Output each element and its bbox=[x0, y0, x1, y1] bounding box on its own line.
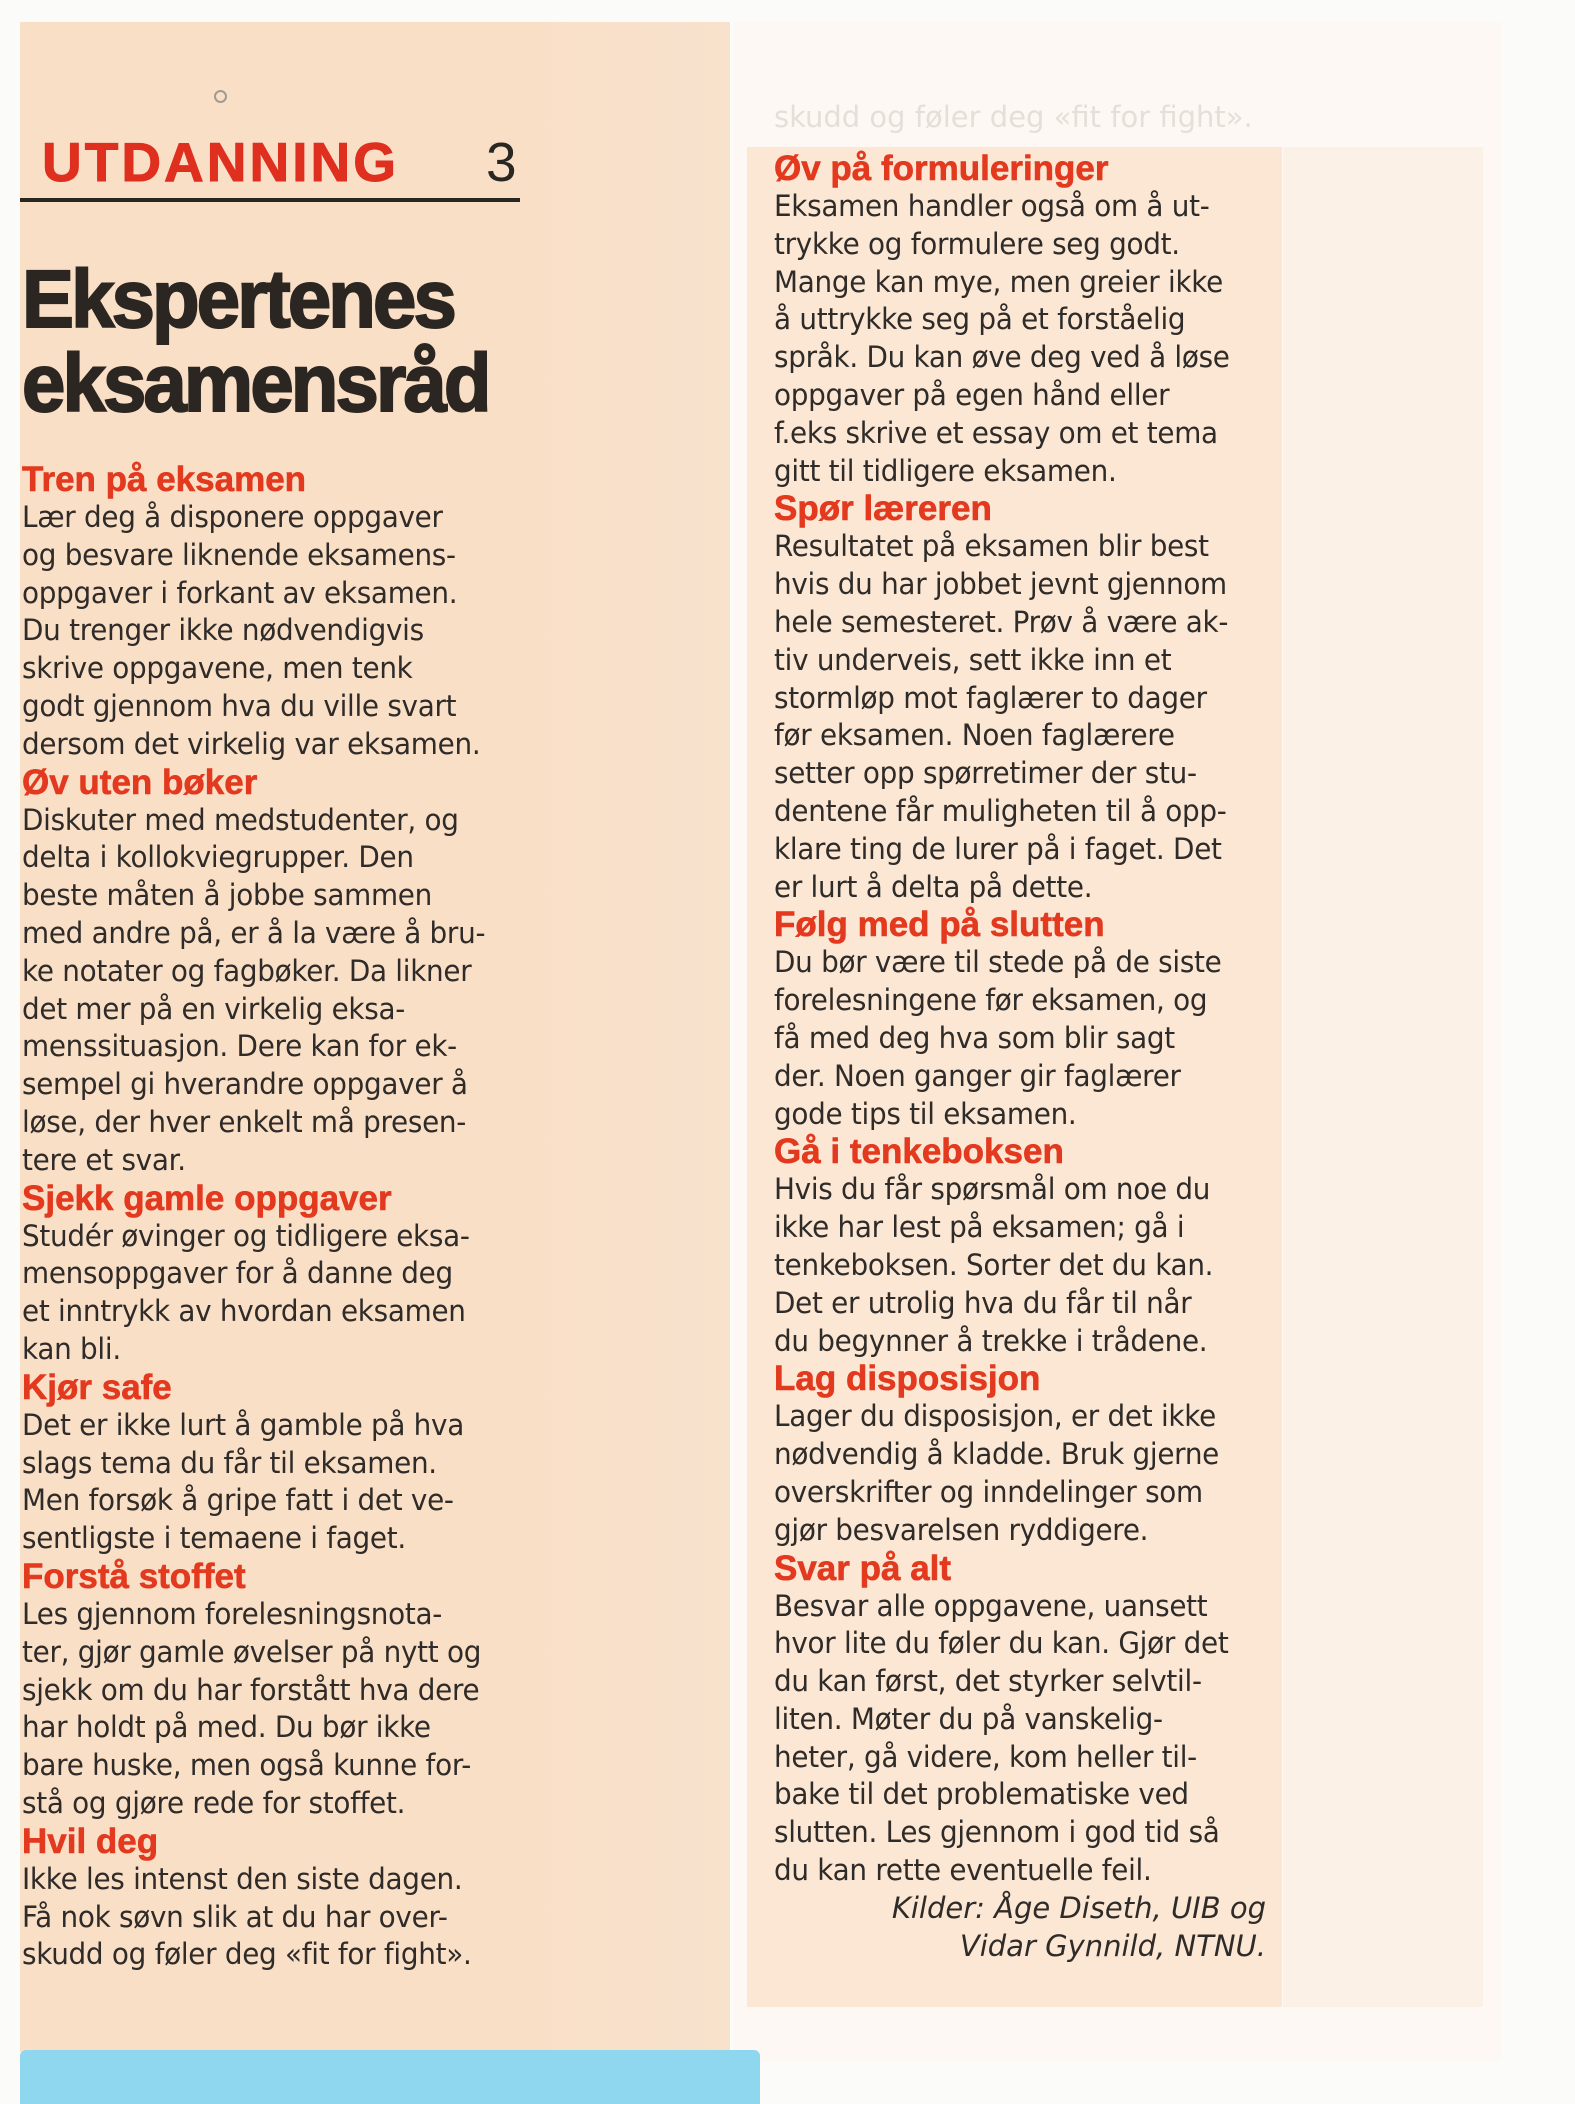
tip-text-line: få med deg hva som blir sagt bbox=[774, 1020, 1175, 1055]
tip-block bbox=[774, 906, 1274, 1133]
tip-text-line: kan bli. bbox=[22, 1331, 121, 1366]
tip-block bbox=[774, 1133, 1274, 1360]
tip-text-line: skrive oppgavene, men tenk bbox=[22, 651, 413, 686]
tip-text-line: heter, gå videre, kom heller til- bbox=[774, 1739, 1197, 1774]
tip-text-line: tere et svar. bbox=[22, 1142, 186, 1177]
tip-block bbox=[774, 490, 1274, 906]
tip-text-line: Eksamen handler også om å ut- bbox=[774, 189, 1210, 223]
tip-text-line: stormløp mot faglærer to dager bbox=[774, 680, 1207, 715]
left-clipping-shade bbox=[530, 22, 730, 2052]
tip-title: Lag disposisjon bbox=[774, 1359, 1041, 1399]
tip-text-line: Du trenger ikke nødvendigvis bbox=[22, 613, 424, 648]
tip-title: Øv på formuleringer bbox=[774, 149, 1109, 188]
tip-block bbox=[22, 1369, 522, 1558]
tip-title: Tren på eksamen bbox=[22, 460, 307, 499]
tip-text-line: er lurt å delta på dette. bbox=[774, 869, 1093, 904]
tip-text-line: før eksamen. Noen faglærere bbox=[774, 718, 1175, 753]
tip-text-line: mensoppgaver for å danne deg bbox=[22, 1256, 453, 1291]
tip-text-line: Hvis du får spørsmål om noe du bbox=[774, 1172, 1211, 1207]
tip-text-line: nødvendig å kladde. Bruk gjerne bbox=[774, 1437, 1220, 1472]
tip-title: Hvil deg bbox=[22, 1821, 159, 1861]
tip-text-line: Du bør være til stede på de siste bbox=[774, 945, 1222, 980]
tip-text-line: ke notater og fagbøker. Da likner bbox=[22, 953, 472, 988]
tip-text-line: og besvare liknende eksamens- bbox=[22, 537, 456, 572]
tip-text-line: å uttrykke seg på et forståelig bbox=[774, 302, 1186, 337]
tip-text-line: Lær deg å disponere oppgaver bbox=[22, 500, 443, 534]
tip-text-line: du kan først, det styrker selvtil- bbox=[774, 1664, 1202, 1699]
tip-text-line: sentligste i temaene i faget. bbox=[22, 1521, 406, 1556]
tip-text-line: menssituasjon. Dere kan for ek- bbox=[22, 1029, 457, 1064]
tip-title: Forstå stoffet bbox=[22, 1556, 246, 1596]
tip-title: Gå i tenkeboksen bbox=[774, 1132, 1064, 1172]
left-column bbox=[22, 461, 522, 1974]
tip-text-line: beste måten å jobbe sammen bbox=[22, 878, 433, 913]
tip-block bbox=[774, 1550, 1274, 1890]
tip-block bbox=[22, 764, 522, 1180]
tip-text-line: Studér øvinger og tidligere eksa- bbox=[22, 1218, 470, 1253]
tip-text-line: med andre på, er å la være å bru- bbox=[22, 915, 486, 950]
tip-text-line: trykke og formulere seg godt. bbox=[774, 226, 1180, 261]
tip-text-line: Det er utrolig hva du får til når bbox=[774, 1285, 1192, 1320]
tip-text-line: dentene får muligheten til å opp- bbox=[774, 793, 1227, 828]
tip-text-line: sjekk om du har forstått hva dere bbox=[22, 1672, 480, 1707]
source-line: Vidar Gynnild, NTNU. bbox=[959, 1928, 1266, 1963]
tip-text-line: stå og gjøre rede for stoffet. bbox=[22, 1785, 406, 1820]
blue-bottom-bar bbox=[20, 2050, 760, 2104]
tip-title: Øv uten bøker bbox=[22, 762, 258, 802]
tip-text-line: forelesningene før eksamen, og bbox=[774, 983, 1208, 1018]
tip-text-line: skudd og føler deg «fit for fight». bbox=[22, 1937, 472, 1972]
faded-overlap-text: skudd og føler deg «fit for fight». bbox=[774, 100, 1253, 134]
tip-title: Sjekk gamle oppgaver bbox=[22, 1178, 392, 1218]
tip-text-line: Besvar alle oppgavene, uansett bbox=[774, 1588, 1208, 1623]
page-number: 3 bbox=[486, 131, 517, 193]
tip-text-line: Få nok søvn slik at du har over- bbox=[22, 1899, 448, 1934]
tip-text-line: oppgaver i forkant av eksamen. bbox=[22, 575, 458, 610]
tip-text-line: Resultatet på eksamen blir best bbox=[774, 529, 1209, 564]
tip-text-line: Les gjennom forelesningsnota- bbox=[22, 1596, 443, 1631]
tip-block bbox=[22, 1180, 522, 1369]
tip-text-line: slutten. Les gjennom i god tid så bbox=[774, 1815, 1220, 1850]
tip-text-line: det mer på en virkelig eksa- bbox=[22, 991, 406, 1026]
tip-text-line: dersom det virkelig var eksamen. bbox=[22, 726, 481, 761]
tip-text-line: godt gjennom hva du ville svart bbox=[22, 688, 457, 723]
source-line: Kilder: Åge Diseth, UIB og bbox=[891, 1890, 1266, 1925]
tip-text-line: gode tips til eksamen. bbox=[774, 1096, 1077, 1131]
tip-text-line: ikke har lest på eksamen; gå i bbox=[774, 1210, 1185, 1245]
tip-block bbox=[774, 150, 1274, 490]
tip-text-line: f.eks skrive et essay om et tema bbox=[774, 415, 1218, 450]
tip-title: Kjør safe bbox=[22, 1367, 172, 1407]
tip-text-line: der. Noen ganger gir faglærer bbox=[774, 1058, 1181, 1093]
tip-block bbox=[774, 1360, 1274, 1549]
tip-text-line: tenkeboksen. Sorter det du kan. bbox=[774, 1247, 1214, 1282]
tip-text-line: språk. Du kan øve deg ved å løse bbox=[774, 340, 1230, 375]
tip-title: Svar på alt bbox=[774, 1548, 952, 1588]
right-column bbox=[774, 150, 1274, 1965]
headline-line: eksamensråd bbox=[22, 338, 489, 429]
tip-text-line: overskrifter og inndelinger som bbox=[774, 1474, 1203, 1509]
section-header bbox=[20, 126, 520, 202]
tip-text-line: hvis du har jobbet jevnt gjennom bbox=[774, 567, 1227, 602]
headline-line: Ekspertenes bbox=[22, 254, 454, 345]
tip-title: Spør læreren bbox=[774, 489, 992, 529]
tip-text-line: har holdt på med. Du bør ikke bbox=[22, 1710, 431, 1745]
tip-text-line: Lager du disposisjon, er det ikke bbox=[774, 1399, 1216, 1434]
tip-text-line: du kan rette eventuelle feil. bbox=[774, 1853, 1152, 1888]
tip-title: Følg med på slutten bbox=[774, 905, 1105, 945]
tip-text-line: gitt til tidligere eksamen. bbox=[774, 453, 1117, 488]
tip-text-line: du begynner å trekke i trådene. bbox=[774, 1323, 1208, 1358]
tip-text-line: Men forsøk å gripe fatt i det ve- bbox=[22, 1483, 454, 1518]
tip-text-line: klare ting de lurer på i faget. Det bbox=[774, 831, 1222, 866]
tip-block bbox=[22, 461, 522, 764]
tip-text-line: setter opp spørretimer der stu- bbox=[774, 756, 1197, 791]
tip-text-line: gjør besvarelsen ryddigere. bbox=[774, 1512, 1149, 1547]
tip-text-line: Ikke les intenst den siste dagen. bbox=[22, 1861, 463, 1896]
tip-text-line: Diskuter med medstudenter, og bbox=[22, 802, 459, 837]
tip-text-line: slags tema du får til eksamen. bbox=[22, 1445, 437, 1480]
tip-text-line: delta i kollokviegrupper. Den bbox=[22, 840, 414, 875]
tip-text-line: hvor lite du føler du kan. Gjør det bbox=[774, 1626, 1229, 1661]
tip-text-line: Det er ikke lurt å gamble på hva bbox=[22, 1407, 465, 1442]
punch-hole bbox=[214, 90, 227, 103]
tip-text-line: sempel gi hverandre oppgaver å bbox=[22, 1067, 468, 1102]
tip-text-line: et inntrykk av hvordan eksamen bbox=[22, 1294, 466, 1329]
tip-text-line: bake til det problematiske ved bbox=[774, 1777, 1189, 1812]
tip-block bbox=[22, 1558, 522, 1823]
headline bbox=[22, 254, 516, 429]
tip-text-line: oppgaver på egen hånd eller bbox=[774, 377, 1170, 412]
tip-text-line: bare huske, men også kunne for- bbox=[22, 1748, 471, 1783]
right-clipping-margin bbox=[1283, 147, 1483, 2007]
tip-text-line: Mange kan mye, men greier ikke bbox=[774, 264, 1223, 299]
tip-text-line: løse, der hver enkelt må presen- bbox=[22, 1104, 467, 1139]
tip-text-line: tiv underveis, sett ikke inn et bbox=[774, 642, 1172, 677]
tip-block bbox=[22, 1823, 522, 1974]
tip-text-line: hele semesteret. Prøv å være ak- bbox=[774, 604, 1229, 639]
tip-text-line: ter, gjør gamle øvelser på nytt og bbox=[22, 1634, 482, 1669]
tip-text-line: liten. Møter du på vanskelig- bbox=[774, 1701, 1163, 1736]
section-name: UTDANNING bbox=[42, 131, 399, 193]
sources-credit bbox=[774, 1890, 1266, 1966]
